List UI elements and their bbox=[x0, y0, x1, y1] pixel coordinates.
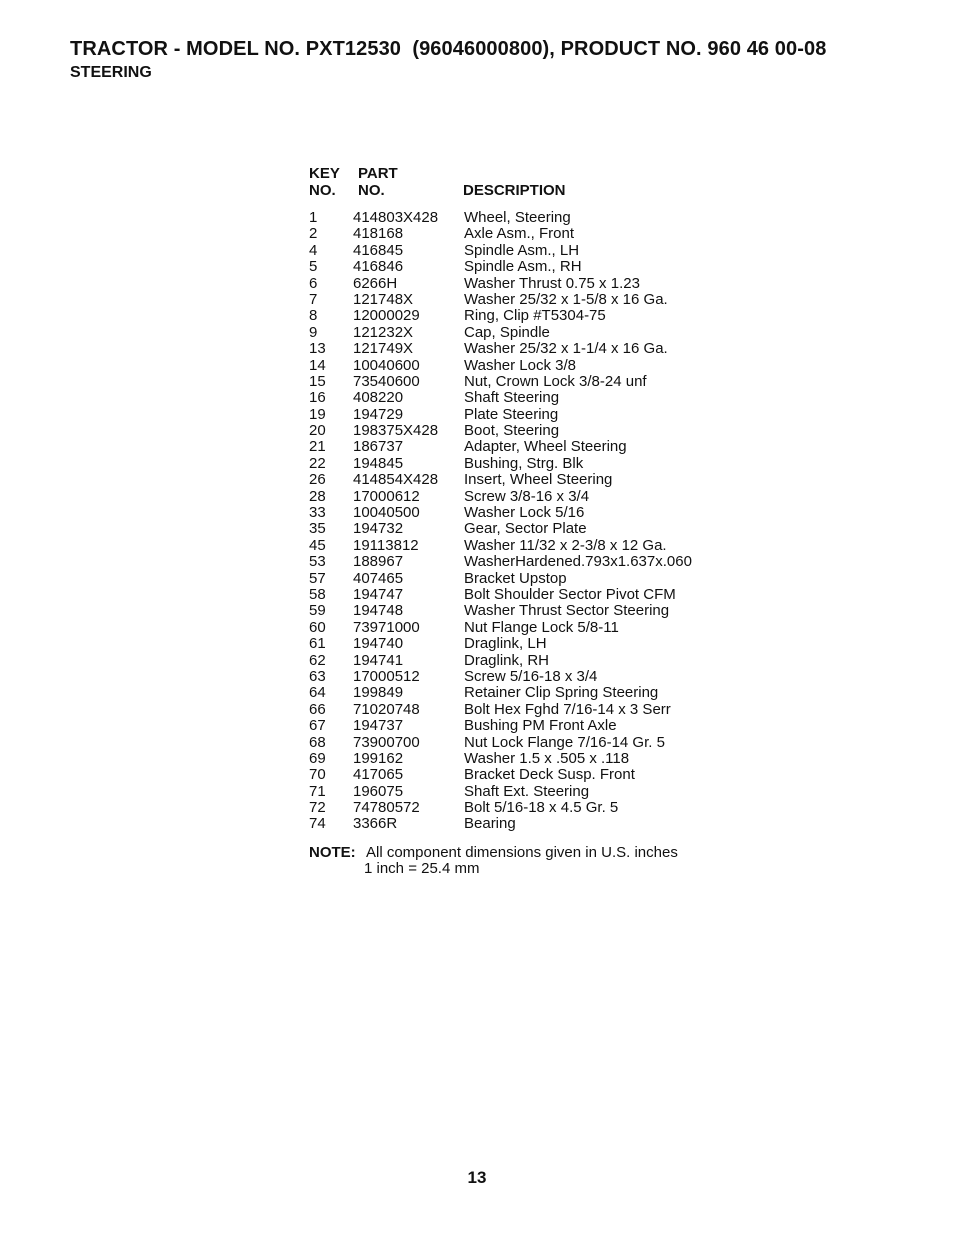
row-description: Ring, Clip #T5304-75 bbox=[464, 307, 606, 325]
row-description: Nut, Crown Lock 3/8-24 unf bbox=[464, 372, 647, 390]
row-part-number: 408220 bbox=[353, 389, 404, 407]
row-part-number: 121748X bbox=[353, 290, 414, 308]
row-part-number: 194845 bbox=[353, 454, 404, 472]
row-part-number: 121232X bbox=[353, 323, 414, 341]
row-part-number: 194747 bbox=[353, 585, 404, 603]
row-description: Washer Thrust Sector Steering bbox=[464, 602, 670, 620]
row-key: 35 bbox=[309, 520, 326, 538]
row-description: Washer Thrust 0.75 x 1.23 bbox=[464, 274, 640, 292]
row-part-number: 10040600 bbox=[353, 356, 420, 374]
row-description: Bracket Upstop bbox=[464, 569, 567, 587]
page-title: TRACTOR - MODEL NO. PXT12530 (96046000800), PRODUCT NO. 960 46 00-08 bbox=[70, 38, 827, 60]
row-part-number: 6266H bbox=[353, 274, 398, 292]
row-description: WasherHardened.793x1.637x.060 bbox=[464, 553, 692, 571]
row-part-number: 19113812 bbox=[353, 536, 419, 554]
row-part-number: 418168 bbox=[353, 225, 404, 243]
row-part-number: 417065 bbox=[353, 766, 404, 784]
row-key: 71 bbox=[309, 782, 326, 800]
row-description: Screw 5/16-18 x 3/4 bbox=[464, 667, 598, 685]
row-description: Washer 1.5 x .505 x .118 bbox=[464, 749, 630, 767]
row-description: Bushing, Strg. Blk bbox=[464, 454, 584, 472]
row-part-number: 194732 bbox=[353, 520, 404, 538]
note-text-line1: All component dimensions given in U.S. inches bbox=[366, 844, 678, 861]
row-part-number: 186737 bbox=[353, 438, 404, 456]
row-key: 9 bbox=[309, 323, 318, 341]
row-part-number: 73971000 bbox=[353, 618, 420, 636]
page-number: 13 bbox=[467, 1168, 487, 1187]
row-description: Bolt 5/16-18 x 4.5 Gr. 5 bbox=[464, 799, 619, 817]
row-part-number: 188967 bbox=[353, 553, 404, 571]
row-key: 59 bbox=[309, 602, 326, 620]
row-description: Bracket Deck Susp. Front bbox=[464, 766, 635, 784]
row-part-number: 12000029 bbox=[353, 307, 420, 325]
row-key: 67 bbox=[309, 717, 326, 735]
row-part-number: 414854X428 bbox=[353, 471, 439, 489]
header-part-line1: PART bbox=[358, 165, 398, 182]
row-part-number: 71020748 bbox=[353, 700, 420, 718]
row-key: 64 bbox=[309, 684, 326, 702]
row-description: Insert, Wheel Steering bbox=[464, 471, 613, 489]
row-key: 22 bbox=[309, 454, 326, 472]
row-key: 16 bbox=[309, 389, 326, 407]
row-part-number: 416846 bbox=[353, 258, 404, 276]
section-title: STEERING bbox=[70, 64, 152, 81]
row-key: 63 bbox=[309, 667, 326, 685]
row-key: 6 bbox=[309, 274, 318, 292]
row-key: 4 bbox=[309, 241, 318, 259]
header-description: DESCRIPTION bbox=[463, 182, 566, 199]
row-part-number: 416845 bbox=[353, 241, 404, 259]
row-key: 58 bbox=[309, 585, 326, 603]
row-description: Draglink, RH bbox=[464, 651, 550, 669]
row-description: Boot, Steering bbox=[464, 422, 560, 440]
row-key: 74 bbox=[309, 815, 326, 833]
row-description: Nut Lock Flange 7/16-14 Gr. 5 bbox=[464, 733, 665, 751]
row-part-number: 407465 bbox=[353, 569, 404, 587]
row-description: Retainer Clip Spring Steering bbox=[464, 684, 659, 702]
row-key: 20 bbox=[309, 422, 326, 440]
row-key: 28 bbox=[309, 487, 326, 505]
row-description: Axle Asm., Front bbox=[464, 225, 575, 243]
row-part-number: 73540600 bbox=[353, 372, 420, 390]
row-description: Nut Flange Lock 5/8-11 bbox=[464, 618, 619, 636]
row-description: Bearing bbox=[464, 815, 516, 833]
row-description: Screw 3/8-16 x 3/4 bbox=[464, 487, 590, 505]
row-key: 33 bbox=[309, 504, 326, 522]
row-part-number: 198375X428 bbox=[353, 422, 439, 440]
row-description: Spindle Asm., LH bbox=[464, 241, 580, 259]
row-part-number: 414803X428 bbox=[353, 209, 439, 226]
row-part-number: 199162 bbox=[353, 749, 404, 767]
row-key: 62 bbox=[309, 651, 326, 669]
header-part-line2: NO. bbox=[358, 182, 385, 199]
row-key: 15 bbox=[309, 372, 326, 390]
row-part-number: 194740 bbox=[353, 635, 404, 653]
note-text-line2: 1 inch = 25.4 mm bbox=[364, 860, 480, 878]
row-description: Shaft Steering bbox=[464, 389, 560, 407]
row-key: 53 bbox=[309, 553, 326, 571]
row-description: Washer 25/32 x 1-1/4 x 16 Ga. bbox=[464, 340, 668, 358]
row-part-number: 194748 bbox=[353, 602, 404, 620]
row-key: 7 bbox=[309, 290, 318, 308]
row-part-number: 196075 bbox=[353, 782, 404, 800]
row-part-number: 121749X bbox=[353, 340, 414, 358]
row-part-number: 194741 bbox=[353, 651, 404, 669]
row-description: Cap, Spindle bbox=[464, 323, 550, 341]
row-part-number: 73900700 bbox=[353, 733, 420, 751]
row-part-number: 74780572 bbox=[353, 799, 420, 817]
row-part-number: 194737 bbox=[353, 717, 404, 735]
header-key-line1: KEY bbox=[309, 165, 340, 182]
row-description: Spindle Asm., RH bbox=[464, 258, 582, 276]
row-key: 66 bbox=[309, 700, 326, 718]
note-label: NOTE: bbox=[309, 844, 356, 861]
row-key: 26 bbox=[309, 471, 326, 489]
row-key: 13 bbox=[309, 340, 326, 358]
row-part-number: 199849 bbox=[353, 684, 404, 702]
row-description: Washer 11/32 x 2-3/8 x 12 Ga. bbox=[464, 536, 667, 554]
row-key: 45 bbox=[309, 536, 326, 554]
row-key: 60 bbox=[309, 618, 326, 636]
row-key: 57 bbox=[309, 569, 326, 587]
row-description: Wheel, Steering bbox=[464, 209, 571, 226]
row-key: 5 bbox=[309, 258, 318, 276]
row-description: Bolt Shoulder Sector Pivot CFM bbox=[464, 585, 676, 603]
row-description: Bolt Hex Fghd 7/16-14 x 3 Serr bbox=[464, 700, 671, 718]
row-key: 21 bbox=[309, 438, 326, 456]
row-description: Plate Steering bbox=[464, 405, 559, 423]
row-description: Draglink, LH bbox=[464, 635, 547, 653]
row-description: Washer Lock 3/8 bbox=[464, 356, 576, 374]
row-description: Shaft Ext. Steering bbox=[464, 782, 590, 800]
row-part-number: 194729 bbox=[353, 405, 404, 423]
row-key: 1 bbox=[309, 209, 318, 226]
row-part-number: 10040500 bbox=[353, 504, 420, 522]
row-part-number: 17000612 bbox=[353, 487, 420, 505]
row-key: 14 bbox=[309, 356, 326, 374]
row-key: 2 bbox=[309, 225, 318, 243]
row-part-number: 3366R bbox=[353, 815, 398, 833]
header-key-line2: NO. bbox=[309, 182, 336, 199]
row-key: 69 bbox=[309, 749, 326, 767]
row-key: 70 bbox=[309, 766, 326, 784]
row-key: 8 bbox=[309, 307, 318, 325]
row-key: 61 bbox=[309, 635, 326, 653]
row-key: 19 bbox=[309, 405, 326, 423]
row-part-number: 17000512 bbox=[353, 667, 420, 685]
row-description: Washer 25/32 x 1-5/8 x 16 Ga. bbox=[464, 290, 668, 308]
row-description: Gear, Sector Plate bbox=[464, 520, 587, 538]
row-description: Bushing PM Front Axle bbox=[464, 717, 617, 735]
row-description: Washer Lock 5/16 bbox=[464, 504, 585, 522]
row-key: 72 bbox=[309, 799, 326, 817]
row-description: Adapter, Wheel Steering bbox=[464, 438, 627, 456]
row-key: 68 bbox=[309, 733, 326, 751]
